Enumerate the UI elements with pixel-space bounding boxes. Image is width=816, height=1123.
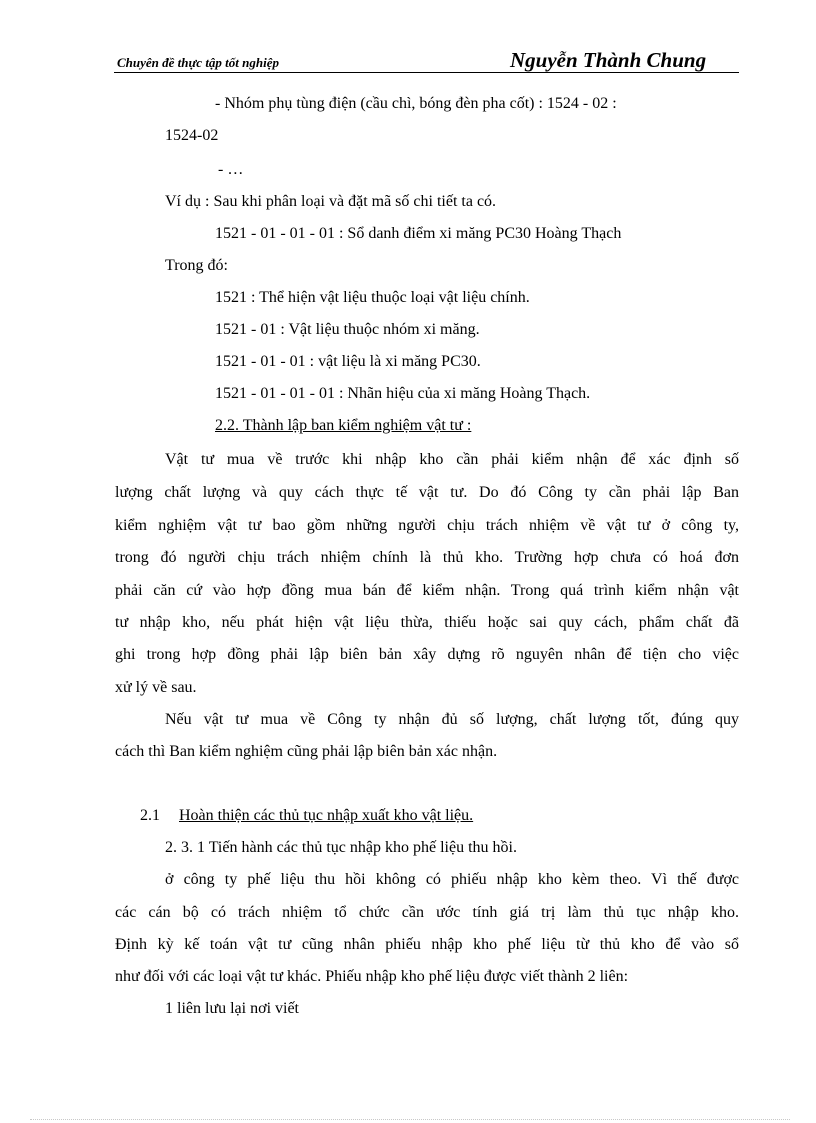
- text-line: Trong đó:: [165, 257, 228, 274]
- paragraph-line: cách thì Ban kiểm nghiệm cũng phải lập biên bản xác nhận.: [115, 743, 498, 760]
- text-line: Ví dụ : Sau khi phân loại và đặt mã số chi tiết ta có.: [165, 193, 497, 210]
- text-line: 1521 - 01 - 01 - 01 : Nhãn hiệu của xi măng Hoàng Thạch.: [215, 385, 591, 402]
- paragraph-line: ở công ty phế liệu thu hồi không có phiếu nhập kho kèm theo. Vì thế được: [165, 871, 739, 888]
- paragraph-line: Định kỳ kế toán vật tư cũng nhân phiếu nhập kho phế liệu từ thủ kho để vào sổ: [115, 936, 739, 953]
- text-line: 1 liên lưu lại nơi viết: [165, 1000, 299, 1017]
- paragraph-line: tư nhập kho, nếu phát hiện vật liệu thừa, thiếu hoặc sai quy cách, phẩm chất đã: [115, 614, 739, 631]
- text-line: 1521 - 01 - 01 : vật liệu là xi măng PC30.: [215, 353, 481, 370]
- text-line: - …: [218, 161, 244, 178]
- header-rule: [114, 72, 739, 73]
- section-heading: 2.2. Thành lập ban kiểm nghiệm vật tư :: [215, 417, 472, 434]
- paragraph-line: các cán bộ có trách nhiệm tổ chức cần ước tính giá trị làm thủ tục nhập kho.: [115, 904, 739, 921]
- section-heading: Hoàn thiện các thủ tục nhập xuất kho vật liệu.: [179, 807, 474, 824]
- subsection-heading: 2. 3. 1 Tiến hành các thủ tục nhập kho phế liệu thu hồi.: [165, 839, 517, 856]
- text-line: - Nhóm phụ tùng điện (cầu chì, bóng đèn pha cốt) : 1524 - 02 :: [215, 95, 617, 112]
- paragraph-line: lượng chất lượng và quy cách thực tế vật tư. Do đó Công ty cần phải lập Ban: [115, 484, 739, 501]
- page-bottom-border: [30, 1119, 790, 1120]
- paragraph-line: trong đó người chịu trách nhiệm chính là thủ kho. Trường hợp chưa có hoá đơn: [115, 549, 739, 566]
- header-author-name: Nguyễn Thành Chung: [510, 48, 707, 72]
- paragraph-line: phải căn cứ vào hợp đồng mua bán để kiểm nhận. Trong quá trình kiểm nhận vật: [115, 582, 739, 599]
- paragraph-line: như đối với các loại vật tư khác. Phiếu nhập kho phế liệu được viết thành 2 liên:: [115, 968, 629, 985]
- text-line: 1521 - 01 - 01 - 01 : Sổ danh điểm xi măng PC30 Hoàng Thạch: [215, 225, 622, 242]
- text-line: 1524-02: [165, 127, 219, 144]
- paragraph-line: Vật tư mua về trước khi nhập kho cần phải kiểm nhận để xác định số: [165, 451, 739, 468]
- header-document-title: Chuyên đề thực tập tốt nghiệp: [117, 55, 279, 70]
- paragraph-line: ghi trong hợp đồng phải lập biên bản xây dựng rõ nguyên nhân để tiện cho việc: [115, 646, 739, 663]
- section-number: 2.1: [140, 807, 160, 824]
- paragraph-line: xử lý về sau.: [115, 679, 197, 696]
- text-line: 1521 - 01 : Vật liệu thuộc nhóm xi măng.: [215, 321, 480, 338]
- paragraph-line: kiểm nghiệm vật tư bao gồm những người chịu trách nhiệm về vật tư ở công ty,: [115, 517, 739, 534]
- paragraph-line: Nếu vật tư mua về Công ty nhận đủ số lượng, chất lượng tốt, đúng quy: [165, 711, 739, 728]
- text-line: 1521 : Thể hiện vật liệu thuộc loại vật liệu chính.: [215, 289, 530, 306]
